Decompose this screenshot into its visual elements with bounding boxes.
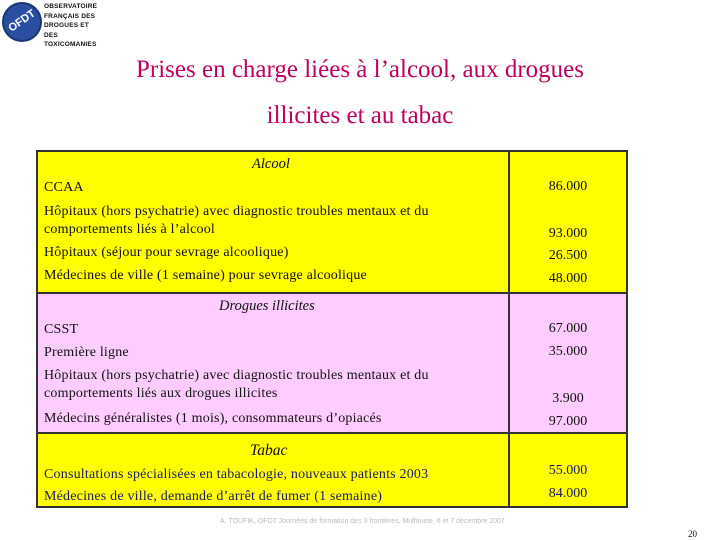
list-item: Première ligne bbox=[44, 345, 129, 360]
list-item: Hôpitaux (hors psychatrie) avec diagnostic troubles mentaux et du comportements liés à l’alcool bbox=[44, 204, 429, 237]
logo-badge-text: OFDT bbox=[6, 7, 38, 35]
footer-credit: A. TOUFIK, OFDT Journées de formation des 3 frontières, Mulhouse, 6 et 7 décembre 2007 bbox=[220, 518, 505, 525]
value-cell: 26.500 bbox=[548, 248, 588, 263]
slide-title-line-2: illicites et au tabac bbox=[266, 102, 454, 129]
logo-line: OBSERVATOIRE bbox=[44, 3, 98, 10]
value-cell: 97.000 bbox=[548, 414, 588, 429]
ofdt-logo bbox=[0, 0, 100, 46]
ofdt-badge-icon bbox=[2, 2, 42, 42]
column-divider bbox=[508, 294, 510, 432]
slide-title-line-1: Prises en charge liées à l’alcool, aux drogues bbox=[136, 56, 584, 83]
section-heading-alcool: Alcool bbox=[252, 156, 290, 172]
list-item: Hôpitaux (hors psychatrie) avec diagnostic troubles mentaux et du comportements liés aux drogues illicites bbox=[44, 368, 429, 401]
value-cell: 84.000 bbox=[548, 486, 588, 501]
value-cell: 3.900 bbox=[552, 391, 584, 406]
logo-line: DROGUES ET DES bbox=[44, 22, 89, 39]
list-item: CCAA bbox=[44, 180, 84, 195]
value-cell: 48.000 bbox=[548, 271, 588, 286]
section-drogues-illicites bbox=[36, 292, 628, 434]
section-heading-tabac: Tabac bbox=[250, 442, 288, 459]
value-cell: 67.000 bbox=[548, 321, 588, 336]
section-heading-drogues: Drogues illicites bbox=[219, 298, 315, 314]
value-cell: 86.000 bbox=[548, 179, 588, 194]
value-cell: 93.000 bbox=[548, 226, 588, 241]
logo-text bbox=[44, 2, 100, 50]
logo-line: TOXICOMANIES bbox=[44, 41, 97, 48]
list-item: Médecines de ville, demande d’arrêt de fumer (1 semaine) bbox=[44, 489, 383, 504]
list-item: Médecins généralistes (1 mois), consommateurs d’opiacés bbox=[44, 411, 382, 426]
list-item: Consultations spécialisées en tabacologie, nouveaux patients 2003 bbox=[44, 467, 429, 482]
page-number: 20 bbox=[688, 529, 697, 539]
logo-line: FRANÇAIS DES bbox=[44, 12, 96, 20]
section-tabac bbox=[36, 432, 628, 508]
value-cell: 35.000 bbox=[548, 344, 588, 359]
list-item: Hôpitaux (séjour pour sevrage alcoolique) bbox=[44, 245, 289, 260]
list-item: Médecines de ville (1 semaine) pour sevrage alcoolique bbox=[44, 268, 367, 283]
list-item: CSST bbox=[44, 322, 79, 337]
section-alcool bbox=[36, 150, 628, 294]
value-cell: 55.000 bbox=[548, 463, 588, 478]
